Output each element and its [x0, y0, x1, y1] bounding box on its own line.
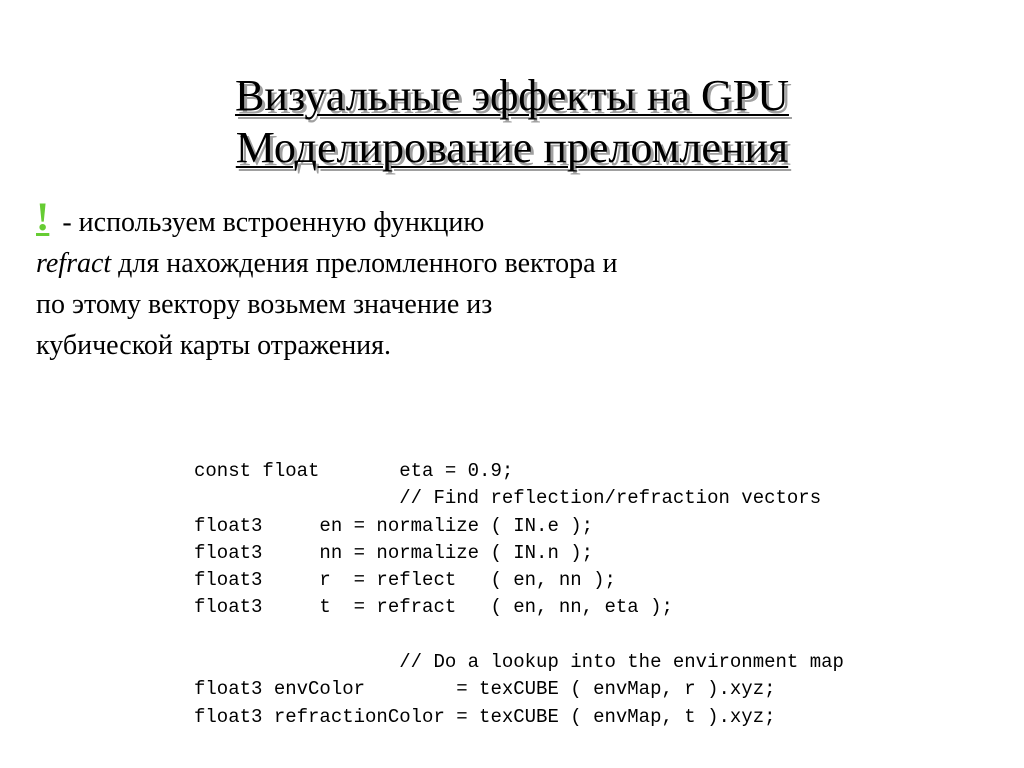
title-line-2: Моделирование преломления — [235, 123, 789, 172]
code-comment: // Do a lookup into the environment map — [194, 651, 844, 674]
body-paragraph — [36, 196, 636, 366]
code-line: float3 nn = normalize ( IN.n ); — [194, 541, 594, 564]
code-blank-line — [194, 622, 844, 649]
code-line: float3 refractionColor = texCUBE ( envMap, t ).xyz; — [194, 705, 776, 728]
slide-title — [0, 70, 1024, 174]
code-block — [194, 458, 844, 731]
code-comment: // Find reflection/refraction vectors — [194, 487, 822, 510]
exclamation-mark: ! — [36, 194, 50, 239]
refract-keyword: refract — [36, 248, 112, 279]
code-line: float3 en = normalize ( IN.e ); — [194, 514, 594, 537]
code-line: float3 t = refract ( en, nn, eta ); — [194, 596, 673, 619]
body-text-part1: - используем встроенную функцию — [55, 207, 485, 238]
code-line: const float eta = 0.9; — [194, 460, 514, 482]
code-line: float3 r = reflect ( en, nn ); — [194, 569, 616, 592]
body-text-part2: для нахождения преломленного вектора и по этому вектору возьмем значение из кубической карты отражения. — [36, 248, 618, 361]
title-line-1: Визуальные эффекты на GPU — [235, 71, 789, 120]
code-line: float3 envColor = texCUBE ( envMap, r ).xyz; — [194, 678, 776, 701]
